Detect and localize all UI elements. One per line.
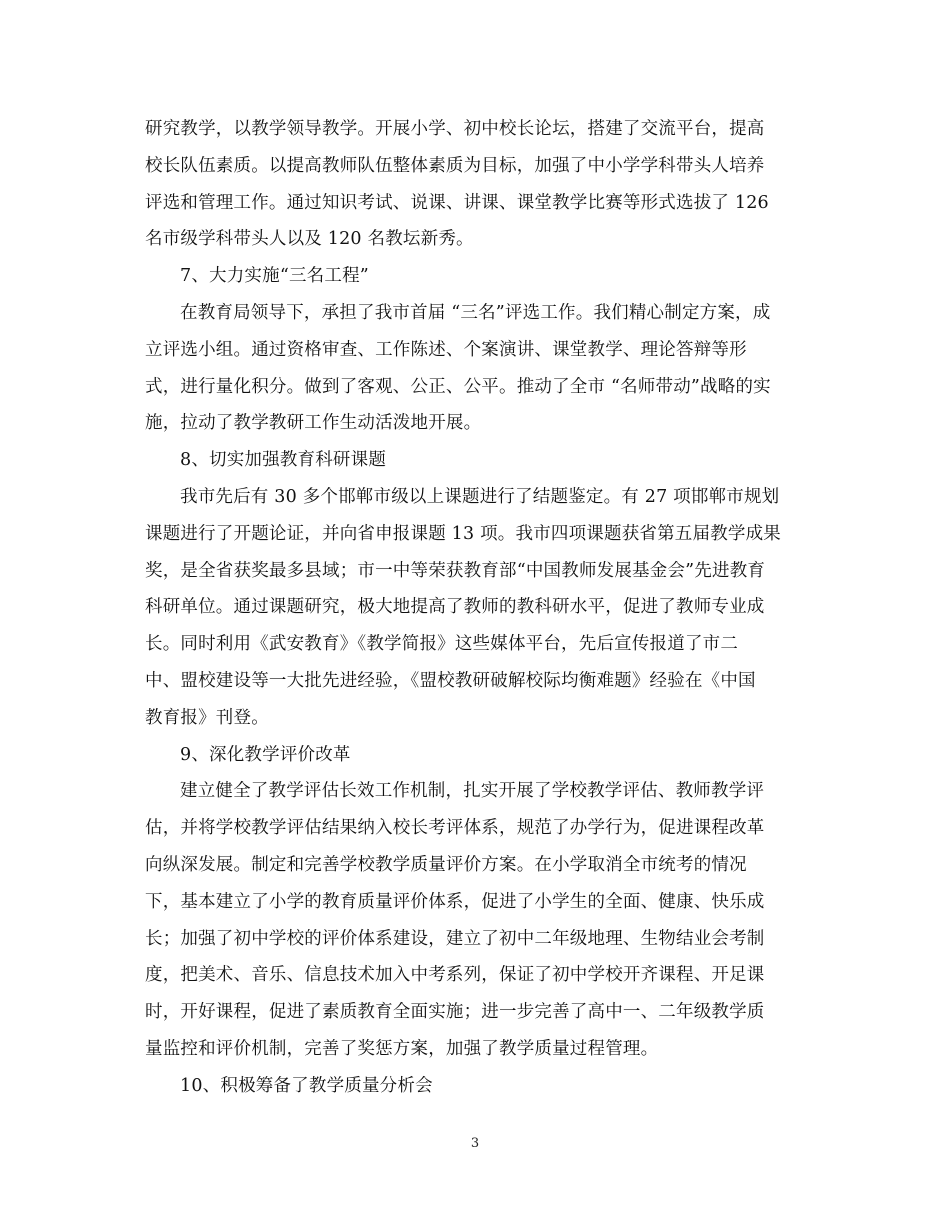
- paragraph-start-line: 9、深化教学评价改革: [180, 744, 351, 765]
- text-line: 科研单位。通过课题研究，极大地提高了教师的教科研水平，促进了教师专业成: [145, 597, 765, 618]
- text-line: 名市级学科带头人以及 120 名教坛新秀。: [145, 229, 474, 250]
- text-line: 施，拉动了教学教研工作生动活泼地开展。: [145, 413, 482, 434]
- text-line: 教育报》刊登。: [145, 707, 269, 728]
- text-line: 校长队伍素质。以提高教师队伍整体素质为目标，加强了中小学学科带头人培养: [145, 155, 765, 176]
- text-line: 下，基本建立了小学的教育质量评价体系，促进了小学生的全面、健康、快乐成: [145, 891, 765, 912]
- text-line: 课题进行了开题论证，并向省申报课题 13 项。我市四项课题获省第五届教学成果: [145, 523, 781, 544]
- text-line: 评选和管理工作。通过知识考试、说课、讲课、课堂教学比赛等形式选拔了 126: [145, 192, 769, 213]
- page-number: 3: [470, 1136, 480, 1151]
- text-line: 研究教学，以教学领导教学。开展小学、初中校长论坛，搭建了交流平台，提高: [145, 119, 765, 139]
- text-line: 中、盟校建设等一大批先进经验，《盟校教研破解校际均衡难题》经验在《中国: [145, 670, 756, 691]
- text-line: 量监控和评价机制，完善了奖惩方案，加强了教学质量过程管理。: [145, 1038, 659, 1059]
- text-line: 长。同时利用《武安教育》《教学简报》这些媒体平台，先后宣传报道了市二: [145, 634, 739, 655]
- text-line: 估，并将学校教学评估结果纳入校长考评体系，规范了办学行为，促进课程改革: [145, 818, 765, 839]
- text-line: 向纵深发展。制定和完善学校教学质量评价方案。在小学取消全市统考的情况: [145, 854, 747, 875]
- text-line: 时，开好课程，促进了素质教育全面实施；进一步完善了高中一、二年级教学质: [145, 1002, 765, 1023]
- text-line: 长；加强了初中学校的评价体系建设，建立了初中二年级地理、生物结业会考制: [145, 928, 765, 949]
- document-body: [145, 111, 805, 1105]
- text-line: 式，进行量化积分。做到了客观、公正、公平。推动了全市 “名师带动”战略的实: [145, 376, 771, 397]
- paragraph-start-line: 我市先后有 30 多个邯郸市级以上课题进行了结题鉴定。有 27 项邯郸市规划: [180, 486, 780, 507]
- text-line: 立评选小组。通过资格审查、工作陈述、个案演讲、课堂教学、理论答辩等形: [145, 339, 747, 360]
- paragraph-start-line: 建立健全了教学评估长效工作机制，扎实开展了学校教学评估、教师教学评: [180, 781, 765, 802]
- text-line: 度，把美术、音乐、信息技术加入中考系列，保证了初中学校开齐课程、开足课: [145, 965, 765, 986]
- paragraph-start-line: 7、大力实施“三名工程”: [180, 266, 369, 287]
- paragraph-start-line: 在教育局领导下，承担了我市首届 “三名”评选工作。我们精心制定方案，成: [180, 302, 771, 323]
- text-line: 奖，是全省获奖最多县域；市一中等荣获教育部“中国教师发展基金会”先进教育: [145, 560, 766, 581]
- paragraph-start-line: 10、积极筹备了教学质量分析会: [180, 1075, 433, 1096]
- paragraph-start-line: 8、切实加强教育科研课题: [180, 450, 387, 471]
